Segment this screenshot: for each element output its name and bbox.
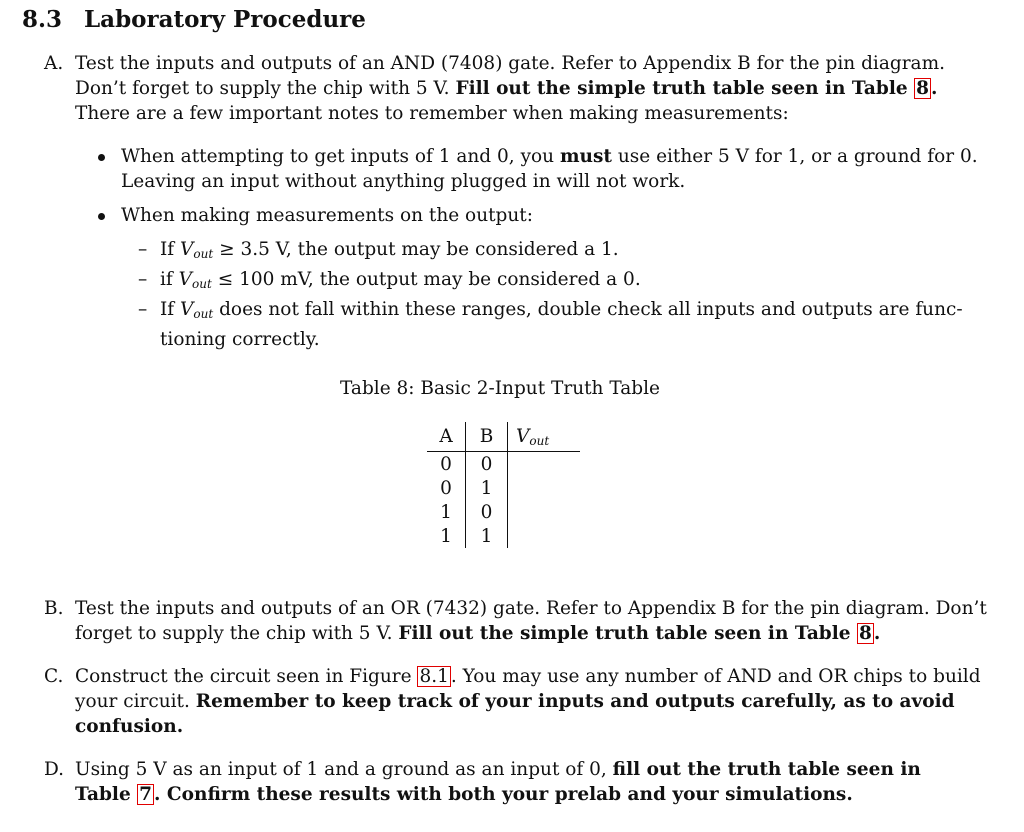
truth-table <box>427 422 580 548</box>
item-label: C. <box>44 666 64 687</box>
bullet-icon <box>98 213 105 220</box>
table-caption: Table 8: Basic 2-Input Truth Table <box>340 378 660 399</box>
table-7-link[interactable]: 7 <box>139 784 153 805</box>
table-row: 1 1 <box>427 524 580 548</box>
procedure-item-a <box>44 51 980 126</box>
table-8-link[interactable]: 8 <box>859 623 872 644</box>
header-vout: $V_{out}$ <box>508 422 581 452</box>
section-heading <box>22 6 366 33</box>
table-row: 0 0 <box>427 452 580 477</box>
procedure-item-c: C. Construct the circuit seen in Figure 8.1 . You may use any number of AND and OR chips to build your circuit. Remember to keep track of your inputs and outputs carefully, as to avoid confusion. <box>44 666 981 737</box>
item-a-line-3: There are a few important notes to remember when making measurements: <box>75 103 789 124</box>
item-a-line-2: Don’t forget to supply the chip with 5 V. Fill out the simple truth table seen in Table 8 . <box>75 78 938 99</box>
item-a-line-1: Test the inputs and outputs of an AND (7408) gate. Refer to Appendix B for the pin diagram. <box>75 53 945 74</box>
procedure-item-b: B. Test the inputs and outputs of an OR (7432) gate. Refer to Appendix B for the pin diagram. Don’t forget to supply the chip with 5 V. Fill out the simple truth table seen in Table 8 . <box>44 598 987 644</box>
section-title: Laboratory Procedure <box>84 6 366 33</box>
table-8-link[interactable]: 8 <box>916 78 929 99</box>
sub-item-high: – If $V_{out} \ge 3.5$ V, the output may be considered a 1. <box>138 239 619 261</box>
bullet-inputs: When attempting to get inputs of 1 and 0, you must use either 5 V for 1, or a ground for 0. Leaving an input without anything plugged in will not work. <box>98 144 982 194</box>
header-b: B <box>466 422 508 452</box>
figure-8-1-link[interactable]: 8.1 <box>419 666 449 687</box>
item-label: B. <box>44 598 64 619</box>
item-label: A. <box>44 53 64 74</box>
sub-item-low: – if $V_{out} \le 100$ mV, the output may be considered a 0. <box>138 269 641 291</box>
table-header-row <box>427 422 580 452</box>
table-row: 1 0 <box>427 500 580 524</box>
header-a: A <box>427 422 466 452</box>
section-number: 8.3 <box>22 6 63 33</box>
item-label: D. <box>44 759 65 780</box>
table-row: 0 1 <box>427 476 580 500</box>
sub-item-out-of-range: – If $V_{out}$ does not fall within these ranges, double check all inputs and outputs are func- tioning correctly. <box>138 299 963 350</box>
bullet-icon <box>98 154 105 161</box>
procedure-item-d: D. Using 5 V as an input of 1 and a ground as an input of 0, fill out the truth table seen in Table 7 . Confirm these results with both your prelab and your simulations. <box>44 759 921 805</box>
bullet-outputs: When making measurements on the output: <box>98 203 982 228</box>
